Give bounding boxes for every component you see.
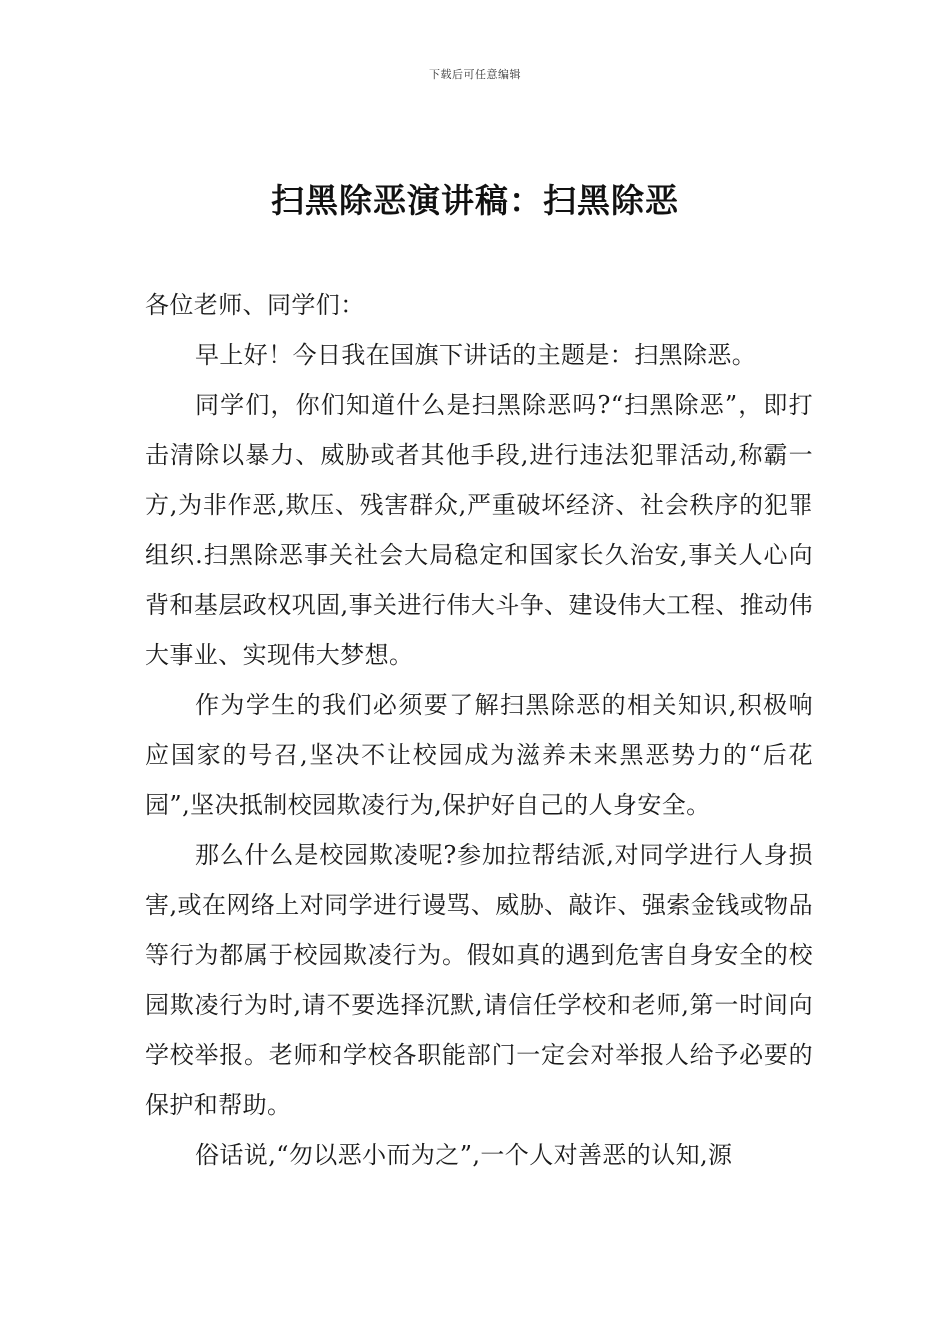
salutation: 各位老师、同学们： — [145, 291, 365, 319]
paragraph-definition: 同学们，你们知道什么是扫黑除恶吗?“扫黑除恶”，即打击清除以暴力、威胁或者其他手段,进行违法犯罪活动,称霸一方,为非作恶,欺压、残害群众,严重破坏经济、社会秩序的犯罪组织.扫黑除恶事关社会大局稳定和国家长久治安,事关人心向背和基层政权巩固,事关进行伟大斗争、建设伟大工程、推动伟大事业、实现伟大梦想。 — [145, 391, 813, 669]
paragraph-proverb: 俗话说,“勿以恶小而为之”,一个人对善恶的认知,源 — [195, 1141, 733, 1169]
paragraph-student-role: 作为学生的我们必须要了解扫黑除恶的相关知识,积极响应国家的号召,坚决不让校园成为滋养未来黑恶势力的“后花园”,坚决抵制校园欺凌行为,保护好自己的人身安全。 — [145, 691, 813, 819]
paragraph-campus-bullying: 那么什么是校园欺凌呢?参加拉帮结派,对同学进行人身损害,或在网络上对同学进行谩骂、威胁、敲诈、强索金钱或物品等行为都属于校园欺凌行为。假如真的遇到危害自身安全的校园欺凌行为时,请不要选择沉默,请信任学校和老师,第一时间向学校举报。老师和学校各职能部门一定会对举报人给予必要的保护和帮助。 — [145, 841, 813, 1119]
header-note: 下载后可任意编辑 — [429, 68, 521, 81]
paragraph-greeting: 早上好！今日我在国旗下讲话的主题是：扫黑除恶。 — [195, 341, 757, 369]
document-title: 扫黑除恶演讲稿：扫黑除恶 — [271, 181, 679, 220]
document-body — [145, 280, 813, 1180]
